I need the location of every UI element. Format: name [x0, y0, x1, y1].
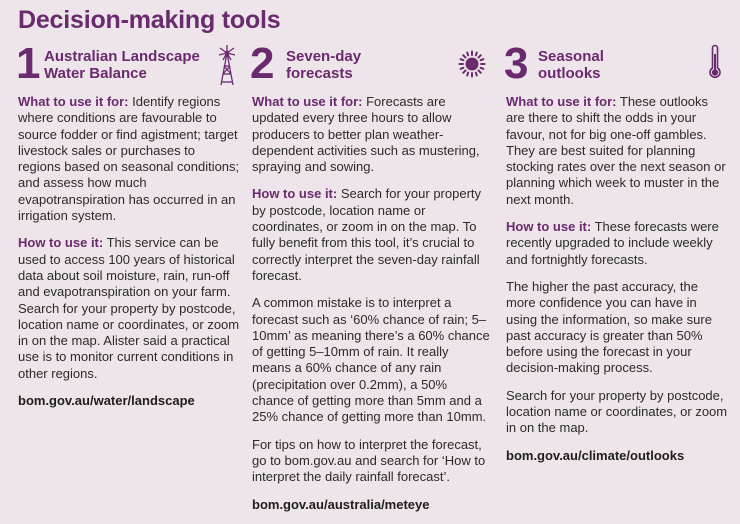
column-heading: [504, 39, 728, 90]
what-to-use-paragraph: What to use it for: These outlooks are there to shift the odds in your favour, not for big one-off gambles. They are best suited for planning stocking rates over the next season or planning which week to muster in the next month.: [506, 94, 726, 207]
column-body: [506, 94, 728, 475]
column-title: Australian Landscape Water Balance: [44, 48, 200, 82]
how-to-use-paragraph: How to use it: Search for your property by postcode, location name or coordinates, or zoom in on the map. To fully benefit from this tool, it’s crucial to correctly interpret the seven-day rainfall forecast.: [252, 186, 482, 283]
how-to-use-paragraph: How to use it: These forecasts were recently upgraded to include weekly and fortnightly forecasts.: [506, 219, 719, 267]
how-to-use-paragraph: How to use it: This service can be used to access 100 years of historical data about soil moisture, rain, run-off and evapotranspiration on your farm. Search for your property by postcode, location name or coordinates, or zoom in on the map. Alister said a practical use is to monitor current conditions in other regions.: [18, 235, 240, 381]
tips-paragraph: For tips on how to interpret the forecast, go to bom.gov.au and search for ‘How to interpret the daily rainfall forecast’.: [252, 436, 486, 485]
column-title: Seven-day forecasts: [286, 48, 362, 82]
column-heading: [16, 39, 240, 90]
column-body: [252, 94, 490, 524]
search-paragraph: Search for your property by postcode, location name or coordinates, or zoom in on the map.: [506, 387, 728, 436]
column-title: Seasonal outlooks: [538, 48, 604, 82]
what-to-use-paragraph: What to use it for: Identify regions where conditions are favourable to source fodder or find agistment; target livestock sales or purchases to regions based on seasonal conditions; and assess how much evapotranspiration has occurred in an irrigation system.: [18, 94, 240, 224]
thermometer-icon: [708, 44, 722, 85]
common-mistake-paragraph: A common mistake is to interpret a forecast such as ‘60% chance of rain; 5–10mm’ as meaning there’s a 60% chance of getting 5–10mm of rain. It really means a 60% chance of any rain (precipitation over 0.2mm), a 50% chance of getting more than 5mm and a 25% chance of getting more than 10mm.: [252, 295, 490, 425]
column-number: 2: [250, 39, 275, 88]
page-title: Decision-making tools: [18, 6, 281, 34]
landscape-link[interactable]: bom.gov.au/water/landscape: [18, 393, 195, 409]
outlooks-link[interactable]: bom.gov.au/climate/outlooks: [506, 447, 685, 463]
windmill-icon: [216, 44, 238, 91]
sun-icon: [458, 50, 486, 83]
what-to-use-paragraph: What to use it for: Forecasts are updated every three hours to allow producers to better plan weather-dependent activities such as mustering, spraying and sowing.: [252, 94, 480, 175]
column-heading: [250, 39, 490, 90]
column-number: 3: [504, 39, 529, 88]
column-body: [18, 94, 240, 420]
meteye-link[interactable]: bom.gov.au/australia/meteye: [252, 496, 430, 512]
accuracy-paragraph: The higher the past accuracy, the more confidence you can have in using the information, so make sure past accuracy is greater than 50% before using the forecast in your decision-making process.: [506, 278, 712, 376]
column-number: 1: [16, 39, 41, 88]
